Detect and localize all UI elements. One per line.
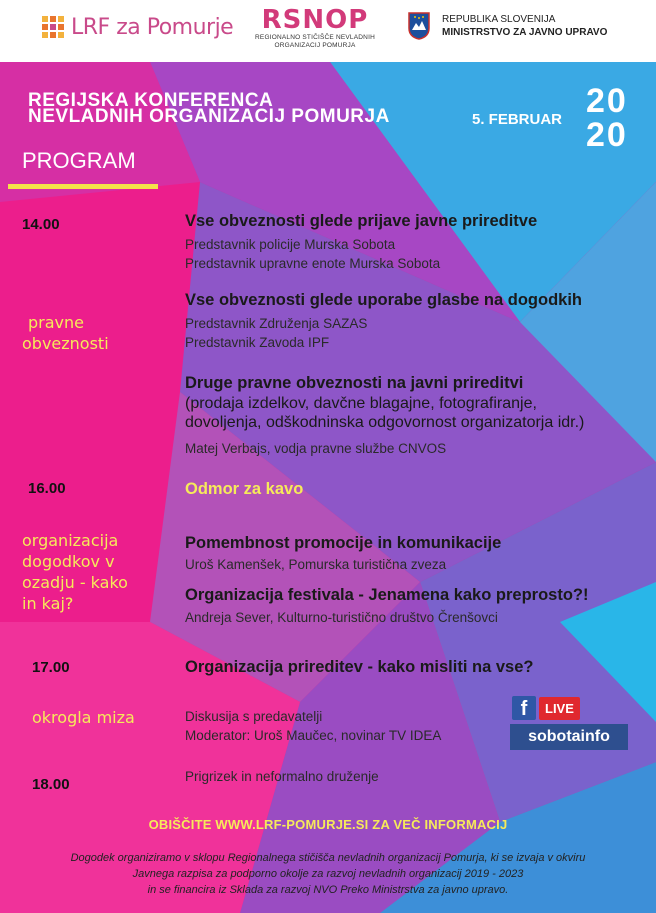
topic-org-line-4: in kaj? <box>22 594 74 613</box>
item-5-speaker-1: Andreja Sever, Kulturno-turistično društvo Črenšovci <box>185 610 498 625</box>
time-1700: 17.00 <box>32 659 70 676</box>
item-2-title: Vse obveznosti glede uporabe glasbe na dogodkih <box>185 291 582 309</box>
item-6-title: Organizacija prireditev - kako misliti na vse? <box>185 658 534 676</box>
program-underline <box>8 184 158 189</box>
topic-org-line-2: dogodkov v <box>22 552 115 571</box>
ministry-line-1: REPUBLIKA SLOVENIJA <box>442 14 556 25</box>
time-1400: 14.00 <box>22 216 60 233</box>
event-date: 5. FEBRUAR <box>472 111 563 128</box>
ministry-logo <box>408 12 607 40</box>
ministry-line-2: MINISTRSTVO ZA JAVNO UPRAVO <box>442 27 608 38</box>
event-year <box>586 84 628 152</box>
item-3-title: Druge pravne obveznosti na javni prireditvi <box>185 374 524 392</box>
live-label: LIVE <box>539 697 580 720</box>
footer-note-1: Dogodek organiziramo v sklopu Regionalnega stičišča nevladnih organizacij Pomurja, ki se izvaja v okviru <box>70 852 586 864</box>
conference-title <box>28 90 390 127</box>
item-2-speaker-2: Predstavnik Zavoda IPF <box>185 335 330 350</box>
conference-title-line-1: REGIJSKA KONFERENCA <box>28 90 274 111</box>
program-heading: PROGRAM <box>22 148 136 173</box>
topic-pravne <box>22 312 109 354</box>
item-4-speaker-1: Uroš Kamenšek, Pomurska turistična zveza <box>185 557 447 572</box>
footer-note-3: in se financira iz Sklada za razvoj NVO Preko Ministrstva za javno upravo. <box>147 884 509 896</box>
topic-organizacija <box>22 530 128 614</box>
item-5-title: Organizacija festivala - Jenamena kako preprosto?! <box>185 586 589 604</box>
time-1600: 16.00 <box>28 480 66 497</box>
topic-pravne-line-2: obveznosti <box>22 334 109 353</box>
rsnop-subtitle-1: REGIONALNO STIČIŠČE NEVLADNIH <box>255 34 375 41</box>
item-4-title: Pomembnost promocije in komunikacije <box>185 534 502 552</box>
facebook-icon: f <box>512 696 536 720</box>
item-1-speaker-1: Predstavnik policije Murska Sobota <box>185 237 396 252</box>
item-7-line-1: Diskusija s predavatelji <box>185 709 323 724</box>
slovenia-crest-icon <box>408 12 430 40</box>
item-8-line-1: Prigrizek in neformalno druženje <box>185 769 379 784</box>
facebook-live-badge <box>512 696 580 720</box>
poster <box>0 62 656 913</box>
conference-title-line-2: NEVLADNIH ORGANIZACIJ POMURJA <box>28 106 390 127</box>
visit-website: OBIŠČITE WWW.LRF-POMURJE.SI ZA VEČ INFORMACIJ <box>148 817 508 832</box>
footer-note-2: Javnega razpisa za podporno okolje za razvoj nevladnih organizacij 2019 - 2023 <box>132 868 524 880</box>
header-bar <box>0 0 656 62</box>
item-3-desc-2: dovoljenja, odškodninska odgovornost organizatorja idr.) <box>185 414 585 431</box>
event-year-2: 20 <box>586 116 628 154</box>
rsnop-logo-text: RSNOP <box>261 5 369 35</box>
item-1-title: Vse obveznosti glede prijave javne prireditve <box>185 212 538 230</box>
item-7-line-2: Moderator: Uroš Maučec, novinar TV IDEA <box>185 728 442 743</box>
topic-org-line-3: ozadju - kako <box>22 573 128 592</box>
item-3-speaker-1: Matej Verbajs, vodja pravne službe CNVOS <box>185 441 447 456</box>
rsnop-logo <box>250 6 380 50</box>
topic-okrogla-miza: okrogla miza <box>32 708 135 727</box>
item-3-desc-1: (prodaja izdelkov, davčne blagajne, fotografiranje, <box>185 395 537 412</box>
sobotainfo-logo: sobotainfo <box>510 724 628 750</box>
event-year-1: 20 <box>586 82 628 120</box>
lrf-logo-text: LRF za Pomurje <box>71 14 234 40</box>
topic-org-line-1: organizacija <box>22 531 119 550</box>
item-2-speaker-1: Predstavnik Združenja SAZAS <box>185 316 368 331</box>
lrf-mark-icon <box>42 16 64 38</box>
coffee-break: Odmor za kavo <box>185 480 304 498</box>
item-1-speaker-2: Predstavnik upravne enote Murska Sobota <box>185 256 441 271</box>
topic-pravne-line-1: pravne <box>28 313 84 332</box>
rsnop-subtitle-2: ORGANIZACIJ POMURJA <box>274 42 356 49</box>
lrf-logo <box>42 12 233 42</box>
time-1800: 18.00 <box>32 776 70 793</box>
